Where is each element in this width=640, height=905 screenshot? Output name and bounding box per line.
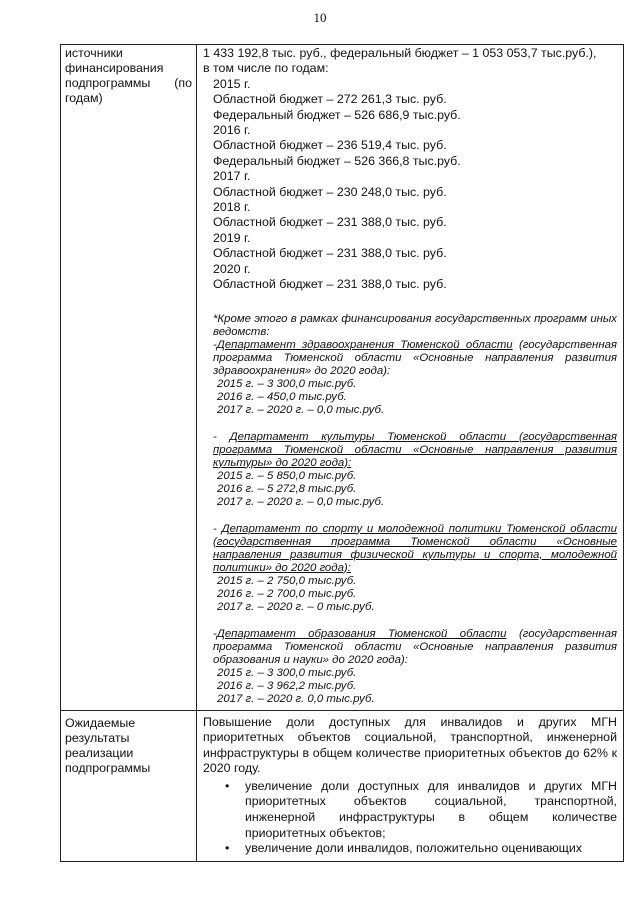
result-bullet-text: увеличение доли доступных для инвалидов и других МГН приоритетных объектов социальной, транспортной, инженерной инфраструктуры в общем количестве приоритетных объектов; bbox=[245, 778, 617, 840]
other-programs-intro bbox=[203, 313, 617, 339]
financing-year: 2017 г. bbox=[213, 169, 251, 184]
department-amount: 2016 г. – 5 272,8 тыс.руб. bbox=[217, 482, 357, 495]
results-content-cell bbox=[197, 710, 624, 861]
department-prefix: - bbox=[213, 627, 217, 640]
department-amount: 2017 г. – 2020 г. – 0 тыс.руб. bbox=[217, 600, 375, 613]
department-amount: 2016 г. – 3 962,2 тыс.руб. bbox=[217, 679, 357, 692]
department-block bbox=[203, 339, 617, 417]
other-programs-intro-text: *Кроме этого в рамках финансирования государственных программ иных ведомств: bbox=[213, 312, 617, 338]
financing-budget-line: Областной бюджет – 231 388,0 тыс. руб. bbox=[213, 246, 447, 261]
result-bullet-item bbox=[203, 841, 617, 857]
departments-list bbox=[203, 339, 617, 706]
table-row-results bbox=[61, 710, 624, 861]
financing-budget-line: Областной бюджет – 230 248,0 тыс. руб. bbox=[213, 184, 447, 199]
financing-years bbox=[203, 77, 617, 293]
department-description bbox=[203, 628, 617, 667]
results-bullets bbox=[203, 779, 617, 857]
department-name: Департамент здравоохранения Тюменской области bbox=[216, 338, 513, 351]
department-name: Департамент образования Тюменской области bbox=[216, 627, 507, 640]
other-programs-block bbox=[203, 313, 617, 706]
financing-year: 2016 г. bbox=[213, 123, 251, 138]
financing-budget-line: Областной бюджет – 272 261,3 тыс. руб. bbox=[213, 92, 447, 107]
financing-budget-line: Областной бюджет – 231 388,0 тыс. руб. bbox=[213, 215, 447, 230]
financing-budget-line: Федеральный бюджет – 526 366,8 тыс.руб. bbox=[213, 153, 461, 168]
bullet-icon: • bbox=[225, 841, 230, 856]
financing-label-cell bbox=[61, 45, 197, 711]
department-amount: 2016 г. – 450,0 тыс.руб. bbox=[217, 390, 347, 403]
department-prefix: - bbox=[213, 338, 217, 351]
financing-year: 2018 г. bbox=[213, 200, 251, 215]
department-description bbox=[203, 339, 617, 378]
financing-budget-line: Областной бюджет – 236 519,4 тыс. руб. bbox=[213, 138, 447, 153]
department-prefix: - bbox=[213, 430, 230, 443]
financing-year: 2020 г. bbox=[213, 261, 251, 276]
result-bullet-text: увеличение доли инвалидов, положительно оценивающих bbox=[245, 841, 582, 856]
department-prefix: - bbox=[213, 522, 222, 535]
department-amount: 2015 г. – 5 850,0 тыс.руб. bbox=[217, 469, 357, 482]
department-amount: 2017 г. – 2020 г. – 0,0 тыс.руб. bbox=[217, 403, 385, 416]
passport-table bbox=[60, 44, 624, 862]
page-number: 10 bbox=[313, 10, 327, 25]
financing-label: источники финансирования подпрограммы (по годам) bbox=[65, 46, 192, 105]
department-program: (государственная программа Тюменской области «Основные направления развития образования и науки» до 2020 года): bbox=[213, 627, 617, 666]
results-label: Ожидаемые результаты реализации подпрограммы bbox=[65, 715, 151, 775]
department-amount: 2016 г. – 2 700,0 тыс.руб. bbox=[217, 587, 357, 600]
department-block bbox=[203, 628, 617, 706]
department-name: Департамент культуры Тюменской области (государственная программа Тюменской области «Основные направления развития культуры» до 2020 года): bbox=[213, 430, 617, 469]
department-block bbox=[203, 431, 617, 509]
financing-budget-line: Областной бюджет – 231 388,0 тыс. руб. bbox=[213, 277, 447, 292]
department-description bbox=[203, 523, 617, 575]
result-bullet-item bbox=[203, 779, 617, 841]
financing-year: 2015 г. bbox=[213, 76, 251, 91]
bullet-icon: • bbox=[225, 778, 230, 793]
department-amount: 2015 г. – 3 300,0 тыс.руб. bbox=[217, 666, 357, 679]
results-label-cell bbox=[61, 710, 197, 861]
department-amount: 2017 г. – 2020 г. 0,0 тыс.руб. bbox=[217, 692, 375, 705]
financing-budget-line: Федеральный бюджет – 526 686,9 тыс.руб. bbox=[213, 107, 461, 122]
financing-intro: 1 433 192,8 тыс. руб., федеральный бюджет – 1 053 053,7 тыс.руб.), bbox=[203, 46, 597, 60]
department-amount: 2015 г. – 3 300,0 тыс.руб. bbox=[217, 377, 357, 390]
department-name: Департамент по спорту и молодежной политики Тюменской области (государственная программа Тюменской области «Основные направления развития физической культуры и спорта, молодежной политики» до 2020 года): bbox=[213, 522, 617, 574]
department-amount: 2015 г. – 2 750,0 тыс.руб. bbox=[217, 574, 357, 587]
financing-year: 2019 г. bbox=[213, 230, 251, 245]
department-description bbox=[203, 431, 617, 470]
department-amount: 2017 г. – 2020 г. – 0,0 тыс.руб. bbox=[217, 495, 385, 508]
department-program: (государственная программа Тюменской области «Основные направления развития здравоохранения» до 2020 года): bbox=[213, 338, 618, 377]
table-row-financing bbox=[61, 45, 624, 711]
financing-content-cell bbox=[197, 45, 624, 711]
department-block bbox=[203, 523, 617, 614]
financing-intro-years: в том числе по годам: bbox=[203, 61, 329, 76]
results-main-text: Повышение доли доступных для инвалидов и других МГН приоритетных объектов социальной, транспортной, инженерной инфраструктуры в общем количестве приоритетных объектов до 62% к 2020 году. bbox=[203, 714, 617, 776]
